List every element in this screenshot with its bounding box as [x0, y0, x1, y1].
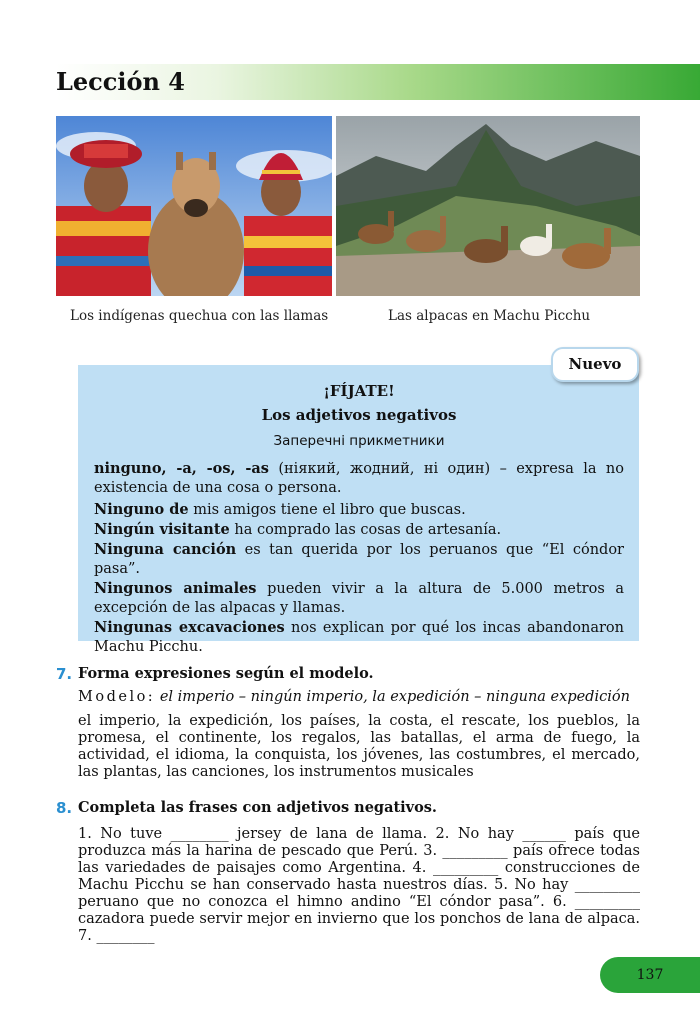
exercise-7-instruction: Forma expresiones según el modelo. — [78, 665, 374, 682]
exercise-8-number: 8. — [56, 799, 73, 817]
definition-term: ninguno, -a, -os, -as — [94, 460, 269, 477]
exercise-8-body: 1. No tuve ________ jersey de lana de llama. 2. No hay ______ país que produzca más la harina de pescado que Perú. 3. _________ país ofrece todas las variedades de paisajes como Argentina. 4. _________ construcciones de Machu Picchu se han conservado hasta nuestros días. 5. No hay _________ peruano que no conozca el himno andino “El cóndor pasa”. 6. _________ cazadora puede servir mejor en invierno que los ponchos de lana de alpaca. 7. ________ — [78, 826, 640, 944]
example-sentence — [94, 618, 624, 657]
example-bold: Ninguno de — [94, 501, 189, 518]
example-text: mis amigos tiene el libro que buscas. — [188, 502, 466, 518]
example-text: es tan querida por los peruanos que “El cóndor pasa”. — [94, 542, 624, 577]
grammar-definition — [94, 459, 624, 498]
example-bold: Ninguna canción — [94, 541, 237, 558]
example-bold: Ningunos animales — [94, 580, 257, 597]
example-sentence — [94, 579, 624, 618]
example-sentence — [94, 520, 624, 540]
example-sentence — [94, 540, 624, 579]
grammar-subheading: Los adjetivos negativos — [261, 406, 457, 424]
grammar-heading: ¡FÍJATE! — [323, 382, 395, 400]
exercise-7-body: el imperio, la expedición, los países, la costa, el rescate, los pueblos, la promesa, el continente, los regalos, las batallas, el arma de fuego, la actividad, el idioma, la conquista, los jóvenes, las costumbres, el mercado, las plantas, las canciones, los instrumentos musicales — [78, 713, 640, 780]
new-badge: Nuevo — [551, 347, 639, 382]
modelo-label: Modelo: — [78, 689, 156, 705]
exercise-7-modelo — [78, 689, 630, 705]
example-sentence — [94, 500, 624, 520]
photo-machu-picchu-alpacas — [336, 116, 640, 296]
example-text: ha comprado las cosas de artesanía. — [229, 522, 502, 538]
example-bold: Ningún visitante — [94, 521, 230, 538]
definition-text: (ніякий, жодний, ні один) – expresa la no existencia de una cosa o persona. — [94, 461, 624, 496]
example-text: nos explican por qué los incas abandonaron Machu Picchu. — [94, 620, 624, 655]
page-number: 137 — [600, 957, 700, 993]
exercise-7-number: 7. — [56, 665, 73, 683]
example-text: pueden vivir a la altura de 5.000 metros a excepción de las alpacas y llamas. — [94, 581, 624, 616]
modelo-text: el imperio – ningún imperio, la expedición – ninguna expedición — [159, 689, 630, 705]
grammar-examples — [94, 500, 624, 657]
exercise-8-instruction: Completa las frases con adjetivos negativos. — [78, 799, 437, 816]
photo-caption-left: Los indígenas quechua con las llamas — [70, 308, 329, 324]
photo-caption-right: Las alpacas en Machu Picchu — [388, 308, 591, 324]
example-bold: Ningunas excavaciones — [94, 619, 285, 636]
grammar-translation: Заперечні прикметники — [273, 433, 445, 449]
lesson-title: Lección 4 — [56, 67, 185, 96]
photo-quechua-llamas — [56, 116, 332, 296]
